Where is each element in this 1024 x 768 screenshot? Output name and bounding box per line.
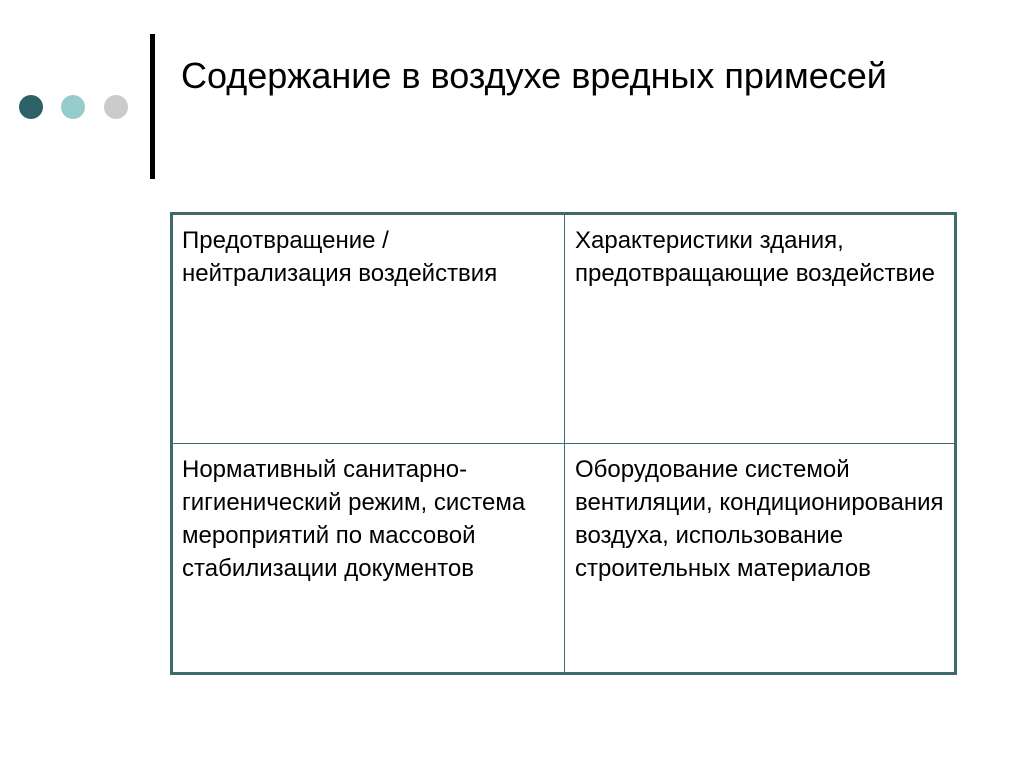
- table-cell-ventilation-equipment: Оборудование системой вентиляции, кондиционирования воздуха, использование строительных материалов: [575, 456, 944, 582]
- content-table: [170, 212, 957, 675]
- table-cell-prevention: Предотвращение /нейтрализация воздействия: [173, 215, 565, 444]
- slide-title: Содержание в воздухе вредных примесей: [181, 55, 887, 96]
- decorative-dot-dark: [19, 95, 43, 119]
- table-cell-sanitary-regime: Нормативный санитарно-гигиенический режим, система мероприятий по массовой стабилизации документов: [173, 444, 565, 672]
- decorative-dot-gray: [104, 95, 128, 119]
- decorative-dot-teal: [61, 95, 85, 119]
- table-cell-building-characteristics: Характеристики здания, предотвращающие воздействие: [565, 215, 954, 444]
- title-divider-bar: [150, 34, 155, 179]
